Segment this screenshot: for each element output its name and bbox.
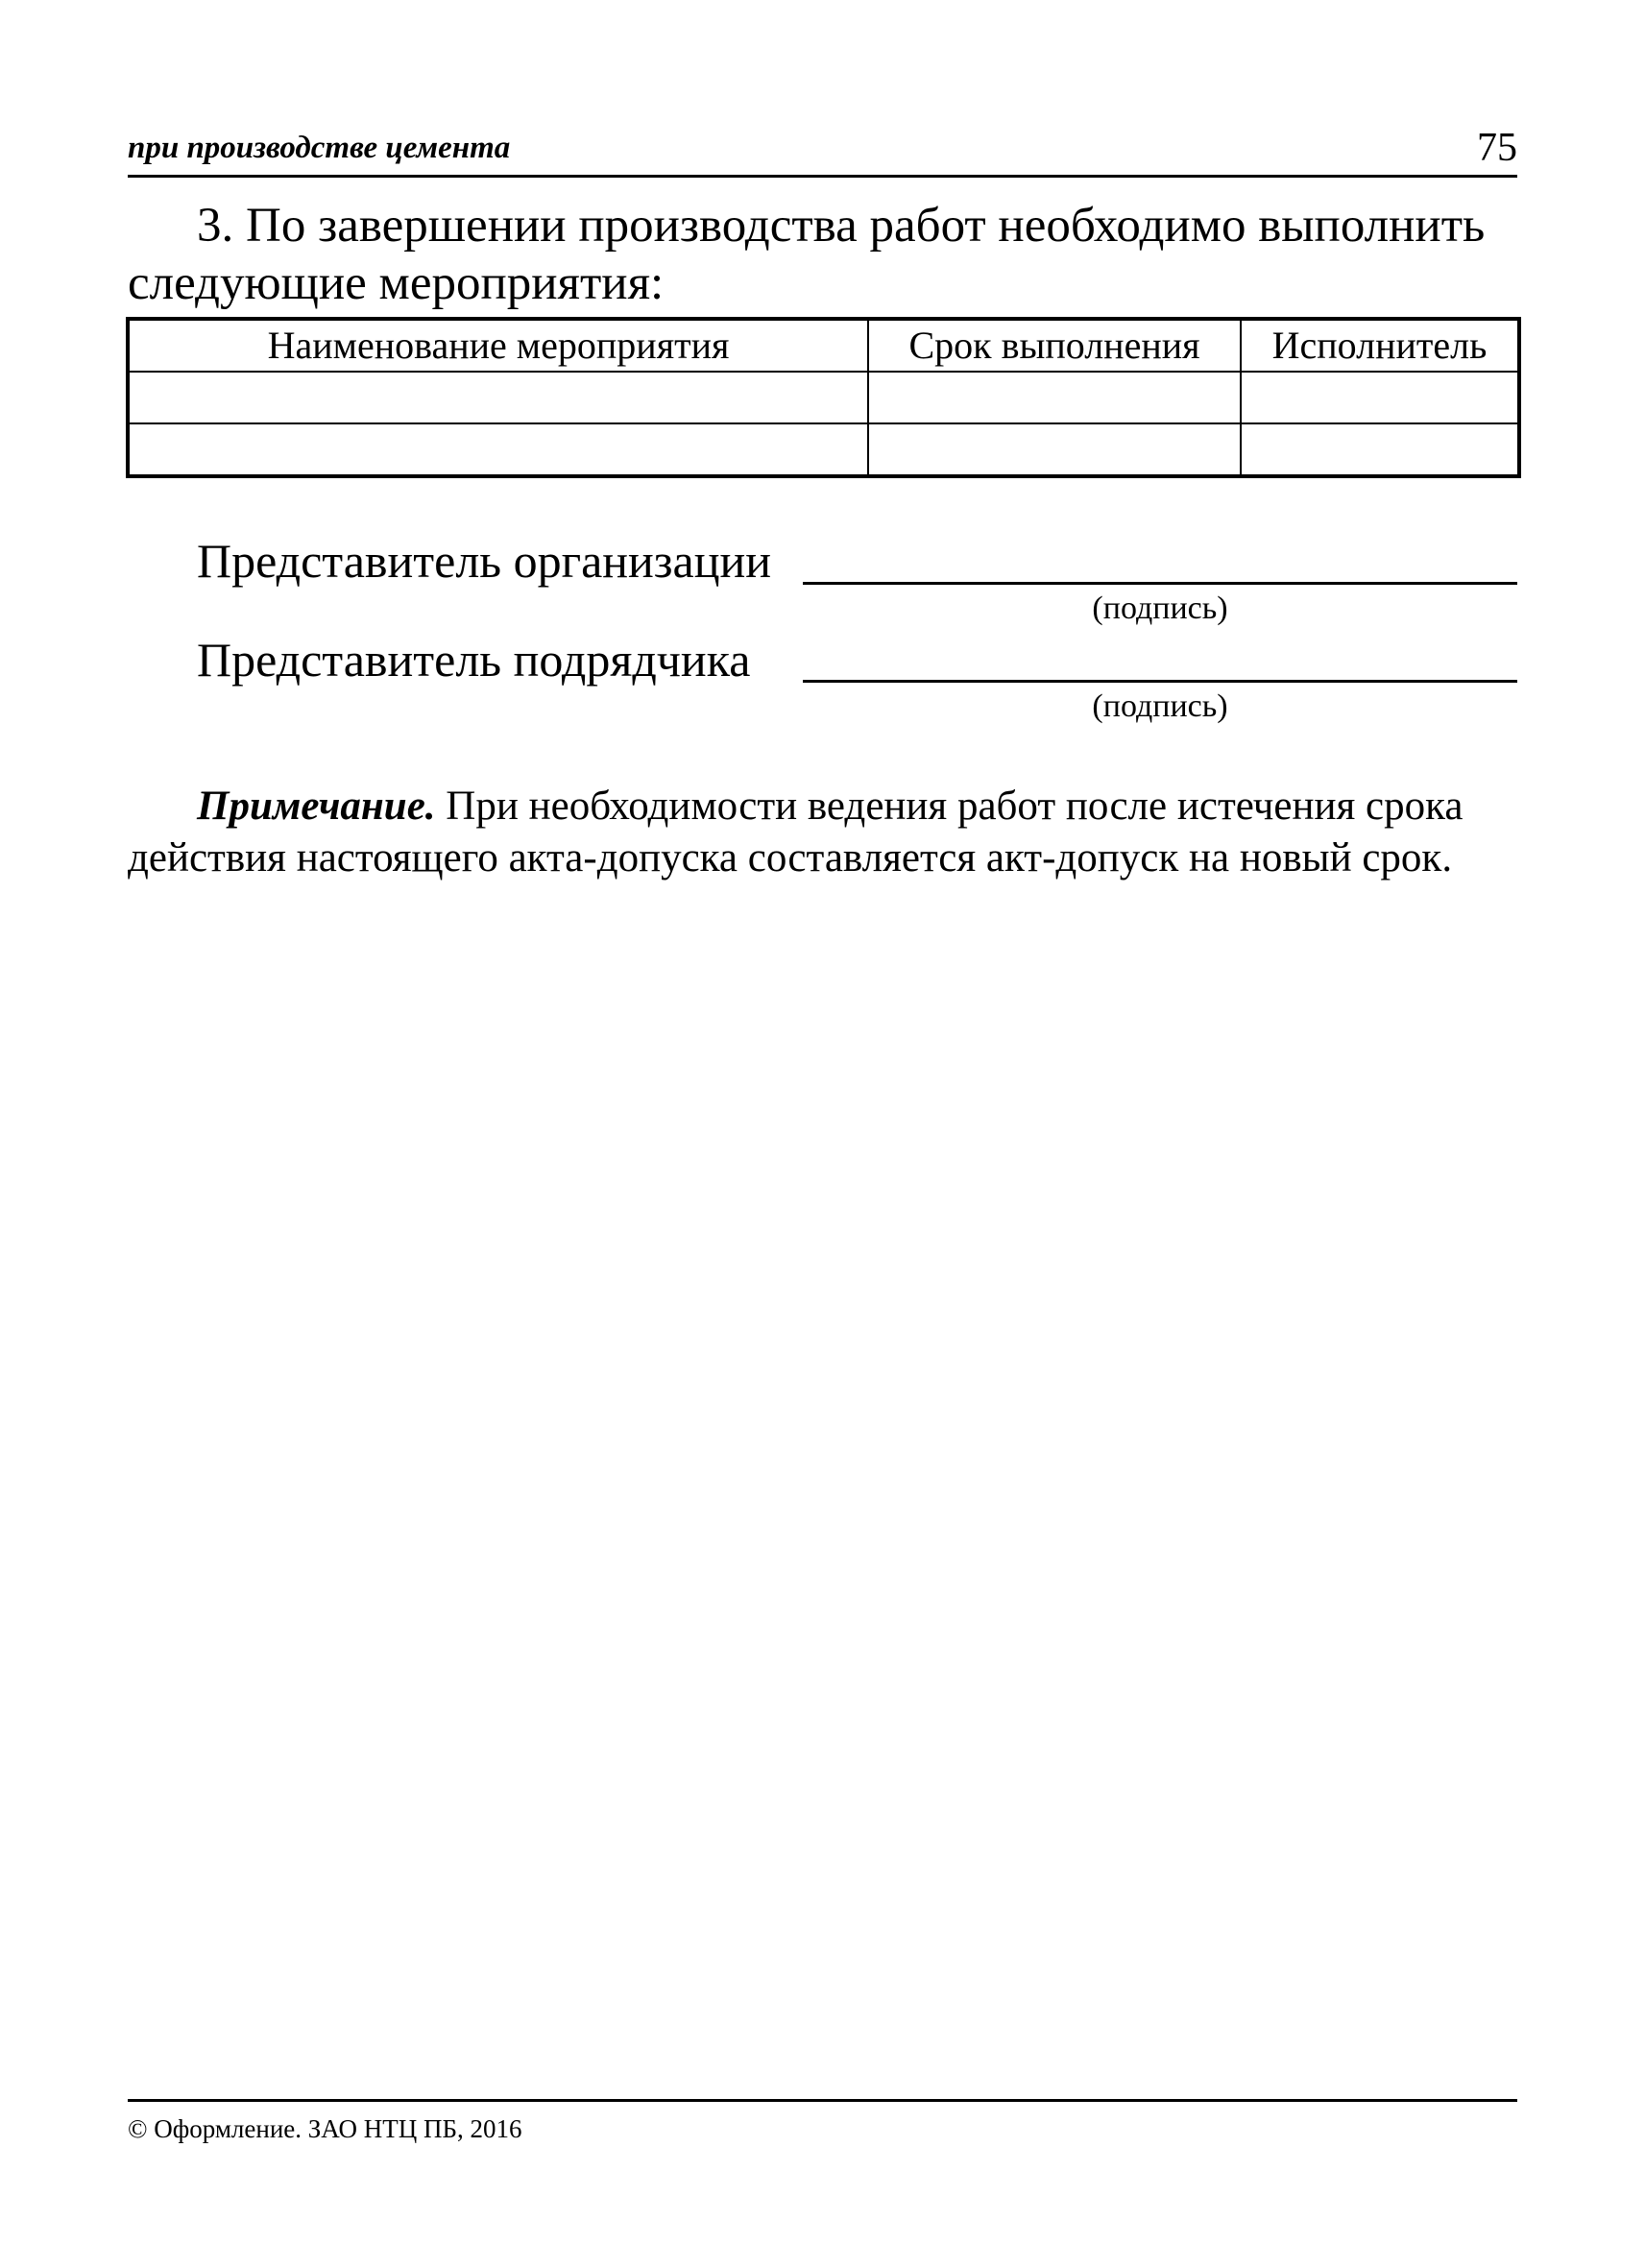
table-cell[interactable] <box>1241 423 1519 476</box>
item-3-line-1: 3. По завершении производства работ необходимо выполнить <box>197 199 1486 253</box>
column-header-executor: Исполнитель <box>1241 319 1519 372</box>
column-header-deadline: Срок выполнения <box>868 319 1241 372</box>
page-number: 75 <box>1477 126 1517 170</box>
table-cell[interactable] <box>128 423 868 476</box>
note-line-1 <box>128 781 1517 832</box>
table-header-row <box>128 319 1519 372</box>
column-header-measure-name: Наименование мероприятия <box>128 319 868 372</box>
note-line-1-text: При необходимости ведения работ после истечения срока <box>435 784 1464 829</box>
running-header-title: при производстве цемента <box>128 131 511 165</box>
header-rule <box>128 175 1517 178</box>
table-row <box>128 423 1519 476</box>
signature-caption-contractor: (подпись) <box>1092 688 1228 724</box>
signature-caption-organization: (подпись) <box>1092 591 1228 626</box>
note-line-2: действия настоящего акта-допуска составляется акт-допуск на новый срок. <box>128 835 1453 881</box>
measures-table <box>126 317 1521 478</box>
table-cell[interactable] <box>1241 372 1519 423</box>
footer-copyright: © Оформление. ЗАО НТЦ ПБ, 2016 <box>128 2114 522 2143</box>
table-cell[interactable] <box>868 423 1241 476</box>
signature-label-contractor: Представитель подрядчика <box>197 633 751 687</box>
note-label: Примечание. <box>197 784 436 829</box>
item-3-paragraph <box>128 197 1517 312</box>
table-cell[interactable] <box>868 372 1241 423</box>
signature-line-organization[interactable] <box>803 582 1517 585</box>
item-3-line-2: следующие мероприятия: <box>128 256 665 310</box>
table-cell[interactable] <box>128 372 868 423</box>
table-row <box>128 372 1519 423</box>
signature-line-contractor[interactable] <box>803 680 1517 683</box>
footer-rule <box>128 2099 1517 2102</box>
note-paragraph <box>128 781 1517 884</box>
signature-label-organization: Представитель организации <box>197 534 772 588</box>
